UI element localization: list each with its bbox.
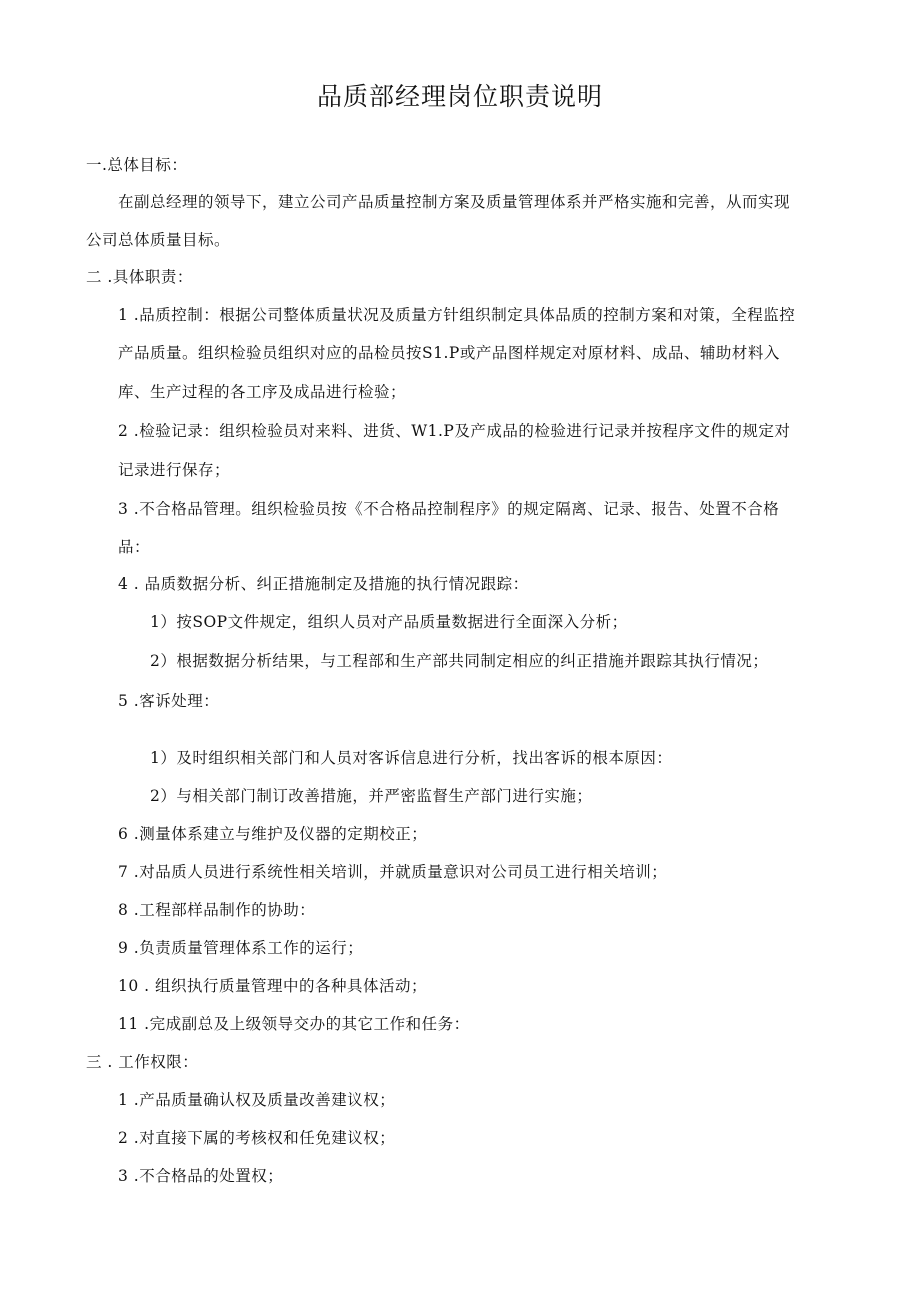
duty-item-3-line-1: 3 .不合格品管理。组织检验员按《不合格品控制程序》的规定隔离、记录、报告、处置不合格 [118,500,780,518]
section-heading-overall-goal: 一.总体目标： [86,156,188,174]
duty-item-3-line-2: 品： [118,538,151,556]
duty-item-4: 4 . 品质数据分析、纠正措施制定及措施的执行情况跟踪： [118,575,529,593]
duty-item-1-line-3: 库、生产过程的各工序及成品进行检验； [118,383,407,401]
authority-item-2: 2 .对直接下属的考核权和任免建议权； [118,1129,396,1147]
authority-item-1: 1 .产品质量确认权及质量改善建议权； [118,1091,396,1109]
duty-item-4-sub-2: 2）根据数据分析结果，与工程部和生产部共同制定相应的纠正措施并跟踪其执行情况； [150,652,769,670]
duty-item-4-sub-1: 1）按SOP文件规定，组织人员对产品质量数据进行全面深入分析； [150,613,628,631]
authority-item-3: 3 .不合格品的处置权； [118,1167,284,1185]
duty-item-1-line-2: 产品质量。组织检验员组织对应的品检员按S1.P或产品图样规定对原材料、成品、辅助材料入 [118,344,780,362]
paragraph-line: 公司总体质量目标。 [86,231,231,249]
section-heading-authority: 三 . 工作权限： [86,1053,199,1071]
duty-item-5-sub-2: 2）与相关部门制订改善措施，并严密监督生产部门进行实施； [150,787,593,805]
duty-item-7: 7 .对品质人员进行系统性相关培训，并就质量意识对公司员工进行相关培训； [118,863,668,881]
duty-item-2-line-2: 记录进行保存； [118,461,231,479]
section-heading-duties: 二 .具体职责： [86,268,193,286]
duty-item-11: 11 .完成副总及上级领导交办的其它工作和任务： [118,1015,470,1033]
page-title: 品质部经理岗位职责说明 [316,82,603,111]
paragraph-line: 在副总经理的领导下，建立公司产品质量控制方案及质量管理体系并严格实施和完善，从而实现 [118,193,791,211]
duty-item-6: 6 .测量体系建立与维护及仪器的定期校正； [118,825,428,843]
duty-item-5-sub-1: 1）及时组织相关部门和人员对客诉信息进行分析，找出客诉的根本原因： [150,749,673,767]
duty-item-5: 5 .客诉处理： [118,692,220,710]
duty-item-10: 10 . 组织执行质量管理中的各种具体活动； [118,977,428,995]
duty-item-2-line-1: 2 .检验记录：组织检验员对来料、进货、W1.P及产成品的检验进行记录并按程序文件的规定对 [118,422,791,440]
duty-item-9: 9 .负责质量管理体系工作的运行； [118,939,364,957]
duty-item-8: 8 .工程部样品制作的协助： [118,901,316,919]
duty-item-1-line-1: 1 .品质控制：根据公司整体质量状况及质量方针组织制定具体品质的控制方案和对策，全程监控 [118,306,796,324]
